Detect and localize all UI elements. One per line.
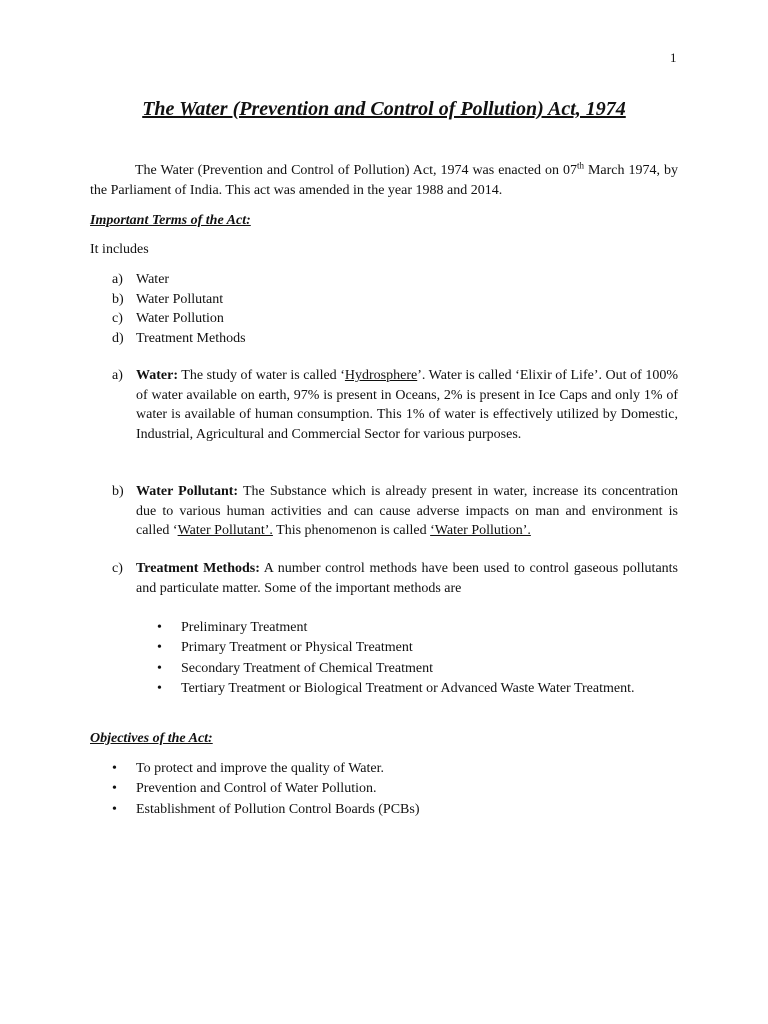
list-item-text: Preliminary Treatment (181, 620, 308, 635)
water-pollution-term: ‘Water Pollution’. (430, 523, 531, 538)
pollutant-paragraph (112, 482, 678, 541)
list-item-text: To protect and improve the quality of Water. (136, 761, 385, 776)
list-marker: b) (112, 291, 124, 307)
list-item-text: Primary Treatment or Physical Treatment (181, 640, 413, 656)
paragraph-marker: b) (112, 484, 124, 499)
list-item-text: Water (136, 272, 170, 287)
treatment-methods-list (155, 618, 635, 699)
list-item (110, 800, 420, 820)
hydrosphere-term: Hydrosphere (344, 368, 418, 383)
intro-superscript: th (576, 160, 584, 171)
list-item (155, 659, 635, 679)
water-paragraph (112, 366, 678, 444)
list-item (112, 329, 246, 349)
list-item (155, 638, 635, 658)
bullet-icon: • (112, 781, 117, 797)
list-item-text: Secondary Treatment of Chemical Treatment (181, 660, 433, 676)
terms-heading: Important Terms of the Act: (90, 213, 251, 228)
bullet-icon: • (157, 640, 162, 656)
objectives-list (110, 759, 420, 820)
objectives-heading: Objectives of the Act: (90, 731, 213, 746)
intro-text-end: March 1974, by the Parliament of India. This act was amended in the year 1988 and 2014. (90, 163, 678, 198)
list-item-text: Water Pollutant (136, 291, 224, 307)
list-item (112, 290, 246, 310)
document-title: The Water (Prevention and Control of Pollution) Act, 1974 (142, 98, 626, 120)
water-pollutant-term: Water Pollutant’. (177, 523, 273, 538)
bullet-icon: • (112, 761, 117, 776)
list-marker: c) (112, 311, 123, 326)
bullet-icon: • (157, 660, 162, 676)
water-paragraph-body (136, 366, 678, 444)
pollutant-paragraph-body (136, 482, 678, 541)
pollutant-text-2: This phenomenon is called (272, 523, 431, 538)
water-label: Water: (136, 368, 178, 383)
list-item (110, 759, 420, 779)
list-marker: a) (112, 272, 123, 287)
bullet-icon: • (112, 801, 117, 817)
list-marker: d) (112, 330, 124, 346)
water-text-2: ’. Water is called ‘Elixir of Life’. Out of 100% of water available on earth, 97% is present in Oceans, 2% is present in Ice Caps and only 1% of water is available of human consumption. This 1% of water is effectively utilized by Domestic, Industrial, Agricultural and Commercial Sector for various purposes. (136, 368, 678, 442)
treatment-paragraph (112, 559, 678, 598)
list-item (155, 679, 635, 699)
list-item-text: Water Pollution (136, 311, 224, 326)
intro-text-start: The Water (Prevention and Control of Pollution) Act, 1974 was enacted on 07 (135, 163, 577, 178)
bullet-icon: • (157, 620, 162, 635)
bullet-icon: • (157, 680, 162, 696)
list-item (112, 309, 246, 329)
list-item (155, 618, 635, 638)
treatment-text: A number control methods have been used to control gaseous pollutants and particulate matter. Some of the important methods are (136, 561, 679, 596)
list-item (112, 270, 246, 290)
pollutant-label: Water Pollutant: (136, 484, 239, 499)
list-item-text: Prevention and Control of Water Pollution. (136, 781, 377, 797)
intro-paragraph (90, 161, 678, 200)
paragraph-marker: a) (112, 368, 123, 383)
water-text-1: The study of water is called ‘ (177, 368, 345, 383)
list-item-text: Establishment of Pollution Control Boards (PCBs) (136, 801, 420, 817)
it-includes-text: It includes (90, 242, 149, 257)
treatment-paragraph-body (136, 559, 678, 598)
page-number: 1 (670, 50, 677, 65)
list-item-text: Tertiary Treatment or Biological Treatment or Advanced Waste Water Treatment. (181, 680, 635, 696)
list-item (110, 779, 420, 799)
list-item-text: Treatment Methods (136, 330, 246, 346)
pollutant-text-1: The Substance which is already present in water, increase its concentration due to various human activities and can cause adverse impacts on man and environment is called ‘ (136, 484, 678, 538)
treatment-label: Treatment Methods: (136, 561, 260, 576)
paragraph-marker: c) (112, 561, 123, 576)
terms-list (112, 270, 246, 348)
